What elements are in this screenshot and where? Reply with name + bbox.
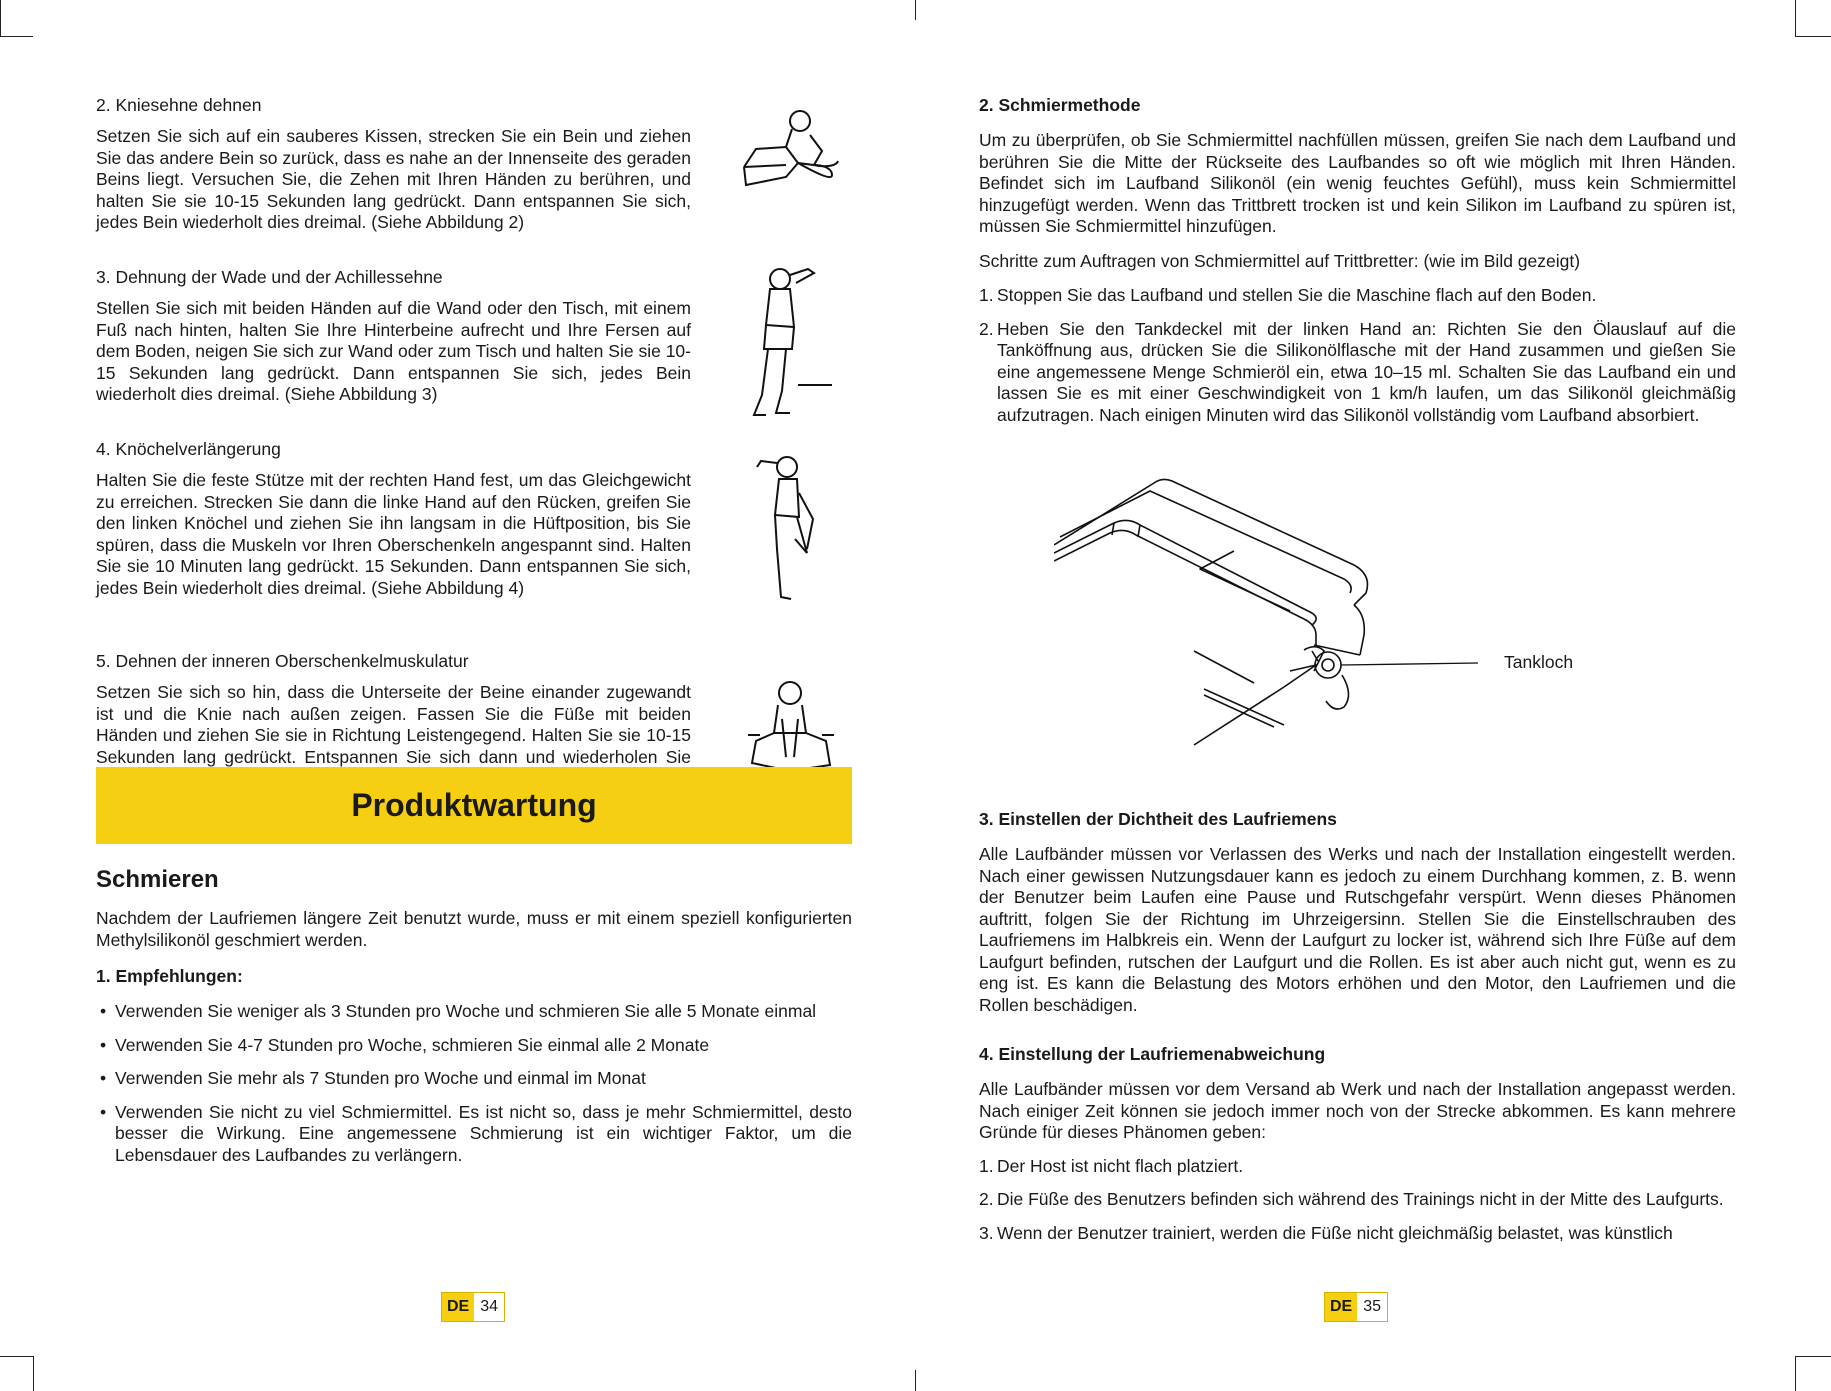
page-number	[441, 1292, 505, 1322]
crop-mark	[915, 1370, 916, 1391]
crop-mark	[1795, 0, 1796, 36]
section-banner	[96, 767, 852, 844]
list-item: 1. Der Host ist nicht flach platziert.	[979, 1155, 1244, 1176]
right-page	[979, 0, 1736, 1391]
list-item: 2. Heben Sie den Tankdeckel mit der linken Hand an: Richten Sie den Ölauslauf auf die Tanköffnung aus, drücken Sie die Silikonölflasche mit der Hand zusammen und gießen Sie eine angemessene Menge Schmieröl ein, etwa 10–15 ml. Schalten Sie das Laufband ein und lassen Sie es mit einer Geschwindigkeit von 1 km/h laufen, um das Silikonöl gleichmäßig aufzutragen. Nach einigen Minuten wird das Silikonöl vollständig vom Laufband absorbiert.	[979, 318, 1736, 425]
section-heading: 2. Kniesehne dehnen	[96, 95, 262, 115]
section-hamstring	[96, 95, 856, 234]
list-item: • Verwenden Sie nicht zu viel Schmiermittel. Es ist nicht so, dass je mehr Schmiermittel, desto besser die Wirkung. Eine angemessene Schmierung ist ein wichtiger Faktor, um die Lebensdauer des Laufbandes zu verlängern.	[96, 1102, 852, 1167]
page-num: 35	[1357, 1293, 1387, 1321]
section-text: Alle Laufbänder müssen vor Verlassen des Werks und nach der Installation eingestellt werden. Nach einer gewissen Nutzungsdauer kann es jedoch zu einem Durchhang kommen, z. B. wenn der Benutzer beim Laufen eine Pause und Rutschgefahr verspürt. Wenn dieses Phänomen auftritt, folgen Sie der Richtung im Uhrzeigersinn. Stellen Sie die Einstellschrauben des Laufriemens im Halbkreis ein. Wenn der Laufgurt zu locker ist, während sich Ihre Füße auf dem Laufgurt befinden, rutschen der Laufgurt und die Rollen. Es ist aber auch nicht gut, wenn es zu eng ist. Es kann die Belastung des Motors erhöhen und den Motor, den Laufriemen und die Rollen beschädigen.	[979, 844, 1736, 1015]
page-lang: DE	[1325, 1293, 1357, 1321]
page-lang: DE	[442, 1293, 474, 1321]
list-item: 2. Die Füße des Benutzers befinden sich während des Trainings nicht in der Mitte des Laufgurts.	[979, 1189, 1724, 1209]
recommendations-heading: 1. Empfehlungen:	[96, 966, 243, 986]
page-num: 34	[474, 1293, 504, 1321]
crop-mark	[1795, 1356, 1796, 1391]
section-text: Um zu überprüfen, ob Sie Schmiermittel nachfüllen müssen, greifen Sie nach dem Laufband und berühren Sie die Mitte der Rückseite des Laufbandes so oft wie möglich mit Ihren Händen. Befindet sich im Laufband Silikonöl (ein wenig feuchtes Gefühl), muss kein Schmiermittel hinzugefügt werden. Wenn das Trittbrett trocken ist und kein Silikon im Laufband zu spüren ist, müssen Sie Schmiermittel hinzufügen.	[979, 130, 1736, 236]
section-text: Halten Sie die feste Stütze mit der rechten Hand fest, um das Gleichgewicht zu erreichen. Strecken Sie dann die linke Hand auf den Rücken, greifen Sie den linken Knöchel und ziehen Sie ihn langsam in die Hüftposition, bis Sie spüren, dass die Muskeln vor Ihren Oberschenkeln angespannt sind. Halten Sie sie 10 Minuten lang gedrückt. 15 Sekunden. Dann entspannen Sie sich, jedes Bein wiederholt dies dreimal. (Siehe Abbildung 4)	[96, 470, 691, 598]
treadmill-illustration	[1054, 475, 1494, 760]
crop-mark	[33, 1356, 34, 1391]
hamstring-stretch-figure	[736, 107, 846, 197]
lubrication-body	[96, 908, 852, 1178]
banner-title: Produktwartung	[351, 787, 597, 823]
section-calf	[96, 267, 856, 420]
crop-mark	[0, 0, 1, 36]
section-text: Stellen Sie sich mit beiden Händen auf die Wand oder den Tisch, mit einem Fuß nach hinten, halten Sie Ihre Hinterbeine aufrecht und Ihre Fersen auf dem Boden, neigen Sie sich zur Wand oder zum Tisch und halten Sie sie 10-15 Sekunden lang gedrückt. Dann entspannen Sie sich, jedes Bein wiederholt dies dreimal. (Siehe Abbildung 3)	[96, 298, 691, 404]
section-heading: 4. Knöchelverlängerung	[96, 439, 281, 459]
crop-mark	[0, 1356, 33, 1357]
section-heading: 3. Dehnung der Wade und der Achillessehne	[96, 267, 443, 287]
list-item: • Verwenden Sie weniger als 3 Stunden pro Woche und schmieren Sie alle 5 Monate einmal	[96, 1001, 852, 1023]
subsection-title: Schmieren	[96, 866, 219, 893]
list-item: 1. Stoppen Sie das Laufband und stellen Sie die Maschine flach auf den Boden.	[979, 285, 1597, 305]
section-heading: 5. Dehnen der inneren Oberschenkelmuskulatur	[96, 651, 469, 671]
section-heading: 3. Einstellen der Dichtheit des Laufriemens	[979, 809, 1337, 829]
inner-thigh-stretch-figure	[746, 679, 836, 779]
ankle-stretch-figure	[751, 453, 831, 603]
left-page	[96, 0, 856, 1391]
section-heading: 2. Schmiermethode	[979, 95, 1141, 115]
crop-mark	[915, 0, 916, 20]
steps-list	[979, 285, 1736, 426]
section-text: Setzen Sie sich so hin, dass die Unterseite der Beine einander zugewandt ist und die Knie nach außen zeigen. Fassen Sie die Füße mit beiden Händen und ziehen Sie sie in Richtung Leistengegend. Halten Sie sie 10-15 Sekunden lang gedrückt. Entspannen Sie sich dann und wiederholen Sie	[96, 682, 691, 767]
crop-mark	[0, 36, 33, 37]
lubrication-method	[979, 95, 1736, 438]
section-ankle	[96, 439, 856, 603]
steps-intro: Schritte zum Auftragen von Schmiermittel auf Trittbretter: (wie im Bild gezeigt)	[979, 250, 1581, 271]
crop-mark	[1795, 1356, 1831, 1357]
crop-mark	[1795, 36, 1831, 37]
section-heading: 4. Einstellung der Laufriemenabweichung	[979, 1044, 1326, 1064]
section-text: Setzen Sie sich auf ein sauberes Kissen, strecken Sie ein Bein und ziehen Sie das andere Bein so zurück, dass es nahe an der Innenseite des geraden Beins liegt. Versuchen Sie, die Zehen mit Ihren Händen zu berühren, und halten Sie sie 10-15 Sekunden lang gedrückt. Dann entspannen Sie sich, jedes Bein wiederholt dies dreimal. (Siehe Abbildung 2)	[96, 126, 691, 232]
calf-stretch-figure	[746, 265, 836, 420]
list-item: • Verwenden Sie 4-7 Stunden pro Woche, schmieren Sie einmal alle 2 Monate	[96, 1035, 852, 1057]
list-item: 3. Wenn der Benutzer trainiert, werden die Füße nicht gleichmäßig belastet, was künstlich	[979, 1222, 1673, 1243]
list-item: • Verwenden Sie mehr als 7 Stunden pro Woche und einmal im Monat	[96, 1068, 852, 1090]
reasons-list	[979, 1156, 1736, 1245]
tank-hole-label: Tankloch	[1504, 652, 1574, 672]
belt-tension-section	[979, 809, 1736, 1016]
section-text: Alle Laufbänder müssen vor dem Versand ab Werk und nach der Installation angepasst werden. Nach einiger Zeit können sie jedoch immer noch von der Strecke abkommen. Es kann mehrere Gründe für dieses Phänomen geben:	[979, 1079, 1736, 1142]
recommendations-list	[96, 1001, 852, 1166]
page-number	[1324, 1292, 1388, 1322]
intro-text: Nachdem der Laufriemen längere Zeit benutzt wurde, muss er mit einem speziell konfigurierten Methylsilikonöl geschmiert werden.	[96, 908, 852, 950]
belt-deviation-section	[979, 1044, 1736, 1256]
